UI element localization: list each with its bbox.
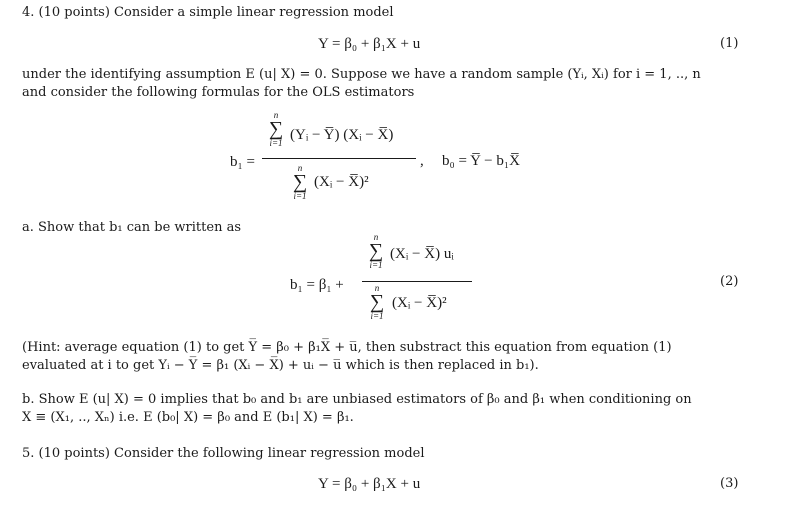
sum-upper-limit: n bbox=[374, 283, 380, 293]
formulas-intro-text: and consider the following formulas for the OLS estimators bbox=[22, 85, 415, 100]
summation-numerator bbox=[263, 110, 289, 148]
eq2-fraction-line bbox=[362, 281, 472, 282]
summation-eq2-denominator bbox=[364, 283, 390, 321]
b1-fraction-line bbox=[262, 158, 416, 159]
part-b-line-2: X ≡ (X₁, .., Xₙ) i.e. E (b₀| X) = β₀ and E (b₁| X) = β₁. bbox=[22, 410, 354, 425]
eq2-denominator: (Xᵢ − X̅)² bbox=[392, 295, 447, 311]
b1-numerator: (Yᵢ − Y̅) (Xᵢ − X̅) bbox=[290, 127, 394, 143]
hint-line-1: (Hint: average equation (1) to get Y̅ = β₀ + β₁X̅ + u̅, then substract this equation from equation (1) bbox=[22, 340, 672, 355]
sum-lower-limit: i=1 bbox=[269, 138, 283, 148]
sum-lower-limit: i=1 bbox=[369, 260, 383, 270]
part-b-line-1: b. Show E (u| X) = 0 implies that b₀ and b₁ are unbiased estimators of β₀ and β₁ when conditioning on bbox=[22, 392, 692, 407]
equation-2-number: (2) bbox=[720, 274, 739, 289]
summation-denominator bbox=[287, 163, 313, 201]
comma-separator: , bbox=[420, 153, 424, 169]
equation-1: Y = β₀ + β₁X + u bbox=[318, 36, 421, 52]
equation-1-number: (1) bbox=[720, 36, 739, 51]
sum-lower-limit: i=1 bbox=[370, 311, 384, 321]
b0-formula: b₀ = Y̅ − b₁X̅ bbox=[442, 153, 520, 169]
assumption-text: under the identifying assumption E (u| X) = 0. Suppose we have a random sample (Yᵢ, Xᵢ) for i = 1, .., n bbox=[22, 67, 701, 82]
q5-heading: 5. (10 points) Consider the following linear regression model bbox=[22, 446, 425, 461]
sum-lower-limit: i=1 bbox=[293, 191, 307, 201]
part-a-text: a. Show that b₁ can be written as bbox=[22, 220, 242, 235]
hint-line-2: evaluated at i to get Yᵢ − Y̅ = β₁ (Xᵢ − X̅) + uᵢ − u̅ which is then replaced in b₁). bbox=[22, 358, 539, 373]
equation-3: Y = β₀ + β₁X + u bbox=[318, 476, 421, 492]
sigma-icon: ∑ bbox=[292, 171, 308, 193]
sigma-icon: ∑ bbox=[368, 240, 384, 262]
sum-upper-limit: n bbox=[297, 163, 303, 173]
eq2-numerator: (Xᵢ − X̅) uᵢ bbox=[390, 246, 454, 262]
summation-eq2-numerator bbox=[363, 232, 389, 270]
b1-lhs: b₁ = bbox=[230, 154, 255, 170]
sigma-icon: ∑ bbox=[369, 291, 385, 313]
eq2-lhs: b₁ = β₁ + bbox=[290, 277, 344, 293]
b1-denominator: (Xᵢ − X̅)² bbox=[314, 174, 369, 190]
q4-heading: 4. (10 points) Consider a simple linear regression model bbox=[22, 5, 394, 20]
equation-3-number: (3) bbox=[720, 476, 739, 491]
sum-upper-limit: n bbox=[373, 232, 379, 242]
sum-upper-limit: n bbox=[273, 110, 279, 120]
sigma-icon: ∑ bbox=[268, 118, 284, 140]
